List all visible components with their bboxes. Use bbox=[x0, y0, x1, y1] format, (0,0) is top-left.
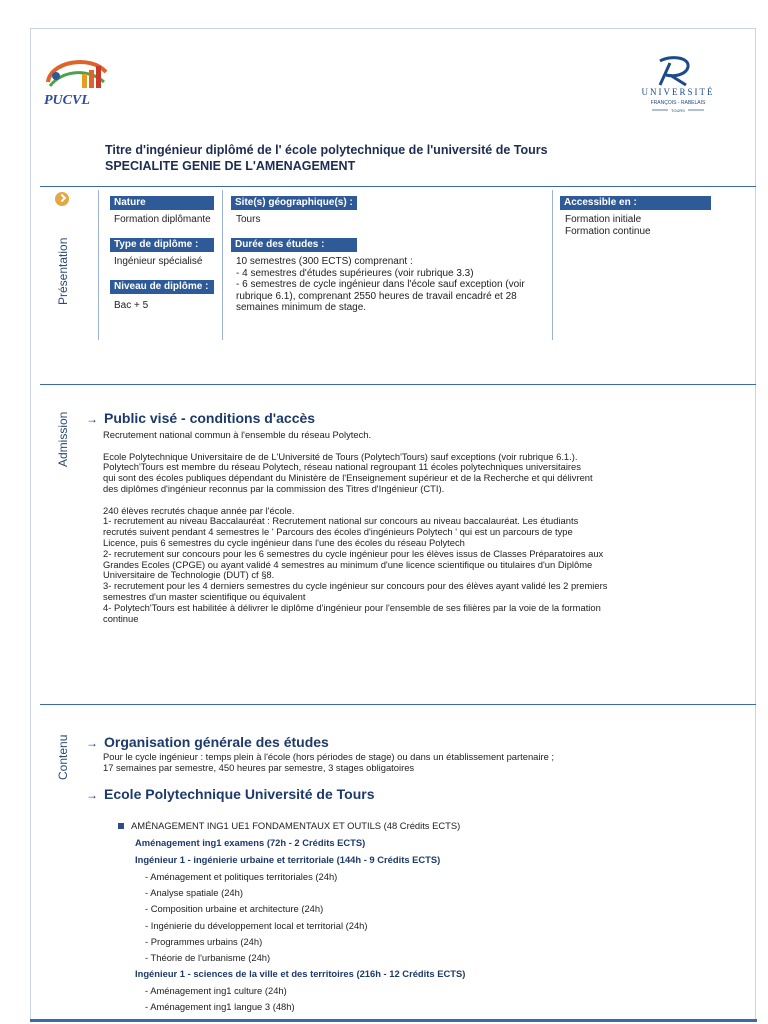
pucvl-logo-text: PUCVL bbox=[44, 93, 90, 108]
value-duree: 10 semestres (300 ECTS) comprenant : - 4 semestres d'études supérieures (voir rubrique 3.3) - 6 semestres de cycle ingénieur dans l'école sauf exception (voir rubrique 6.1), comprenant 2550 heures de travail encadré et 28 semaines minimum de stage. bbox=[236, 256, 525, 313]
sub-heading-sciences-ville: Ingénieur 1 - sciences de la ville et des territoires (216h - 12 Crédits ECTS) bbox=[135, 968, 466, 979]
label-niveau: Niveau de diplôme : bbox=[110, 280, 214, 294]
square-bullet-icon bbox=[118, 823, 124, 829]
admission-text: Recrutement national commun à l'ensemble du réseau Polytech. Ecole Polytechnique Universitaire de de L'Université de Tours (Polytech'Tours) sauf exceptions (voir rubrique 6.1.). Polytech'Tours est membre du réseau Polytech, réseau national regroupant 11 écoles polytechniques universitaires qui sont des écoles publiques dépendant du Ministère de l'Enseignement supérieur et de la Recherche et qui délivrent des diplômes d'ingénieur reconnus par la commission des Titres d'Ingénieur (CTI). 240 élèves recrutés chaque année par l'école. 1- recrutement au niveau Baccalauréat : Recrutement national sur concours au niveau baccalauréat. Les étudiants recrutés suivent pendant 4 semestres le ' Parcours des écoles d'ingénieurs Polytech ' qui est un parcours de type Licence, puis 6 semestres du cycle ingénieur dans l'une des écoles du réseau Polytech 2- recrutement sur concours pour les 6 semestres du cycle ingénieur pour les élèves issus de Classes Préparatoires aux Grandes Ecoles (CPGE) ou ayant validé 4 semestres au minimum d'une licence scientifique ou titulaires d'un Diplôme Universitaire de Technologie (DUT) cf §8. 3- recrutement pour les 4 derniers semestres du cycle ingénieur sur concours pour des élèves ayant validé les 2 premiers semestres d'un master scientifique ou équivalent 4- Polytech'Tours est habilitée à délivrer le diplôme d'ingénieur pour l'ensemble de ses filières par la voie de la formation continue bbox=[103, 429, 608, 624]
side-label-presentation: Présentation bbox=[56, 237, 70, 305]
label-accessible: Accessible en : bbox=[560, 196, 711, 210]
column-separator bbox=[98, 190, 99, 340]
list-item: - Aménagement ing1 culture (24h) bbox=[145, 985, 287, 996]
bottom-border bbox=[30, 1019, 757, 1022]
value-sites: Tours bbox=[236, 214, 261, 225]
value-niveau: Bac + 5 bbox=[114, 300, 149, 311]
list-item: - Programmes urbains (24h) bbox=[145, 936, 263, 947]
value-type-diplome: Ingénieur spécialisé bbox=[114, 256, 203, 267]
svg-text:UNIVERSITÉ: UNIVERSITÉ bbox=[641, 87, 715, 97]
side-label-contenu: Contenu bbox=[56, 734, 70, 780]
divider bbox=[40, 384, 756, 385]
list-item: - Analyse spatiale (24h) bbox=[145, 887, 243, 898]
arrow-right-icon: → bbox=[86, 736, 98, 750]
label-nature: Nature bbox=[110, 196, 214, 210]
svg-text:FRANÇOIS - RABELAIS: FRANÇOIS - RABELAIS bbox=[650, 100, 706, 106]
label-sites: Site(s) géographique(s) : bbox=[231, 196, 357, 210]
label-duree: Durée des études : bbox=[231, 238, 357, 252]
arrow-right-icon: → bbox=[86, 412, 98, 426]
ue-item[interactable]: AMÉNAGEMENT ING1 UE1 FONDAMENTAUX ET OUTILS (48 Crédits ECTS) bbox=[118, 820, 460, 831]
chevron-right-icon bbox=[55, 192, 69, 206]
label-type-diplome: Type de diplôme : bbox=[110, 238, 214, 252]
section-heading-organisation: → Organisation générale des études bbox=[86, 734, 329, 750]
universite-tours-logo bbox=[630, 55, 726, 117]
value-nature: Formation diplômante bbox=[114, 214, 211, 225]
list-item: - Théorie de l'urbanisme (24h) bbox=[145, 952, 271, 963]
pucvl-logo bbox=[40, 52, 116, 112]
title-line-1: Titre d'ingénieur diplômé de l' école polytechnique de l'université de Tours bbox=[105, 143, 548, 157]
sub-heading-examens: Aménagement ing1 examens (72h - 2 Crédits ECTS) bbox=[135, 837, 366, 848]
page-title bbox=[105, 142, 548, 174]
list-item: - Aménagement ing1 langue 3 (48h) bbox=[145, 1001, 295, 1012]
list-item: - Aménagement et politiques territoriales (24h) bbox=[145, 871, 338, 882]
column-separator bbox=[222, 190, 223, 340]
section-heading-public-vise: → Public visé - conditions d'accès bbox=[86, 410, 316, 426]
svg-text:TOURS: TOURS bbox=[671, 108, 685, 113]
divider bbox=[40, 704, 756, 705]
list-item: - Composition urbaine et architecture (24h) bbox=[145, 903, 324, 914]
organisation-text: Pour le cycle ingénieur : temps plein à l'école (hors périodes de stage) ou dans un établissement partenaire ; 17 semaines par semestre, 450 heures par semestre, 3 stages obligatoires bbox=[103, 751, 555, 773]
section-heading-ecole: → Ecole Polytechnique Université de Tours bbox=[86, 786, 375, 802]
side-label-admission: Admission bbox=[56, 411, 70, 467]
list-item: - Ingénierie du développement local et territorial (24h) bbox=[145, 920, 368, 931]
arrow-right-icon: → bbox=[86, 788, 98, 802]
sub-heading-ingenierie-urbaine: Ingénieur 1 - ingénierie urbaine et territoriale (144h - 9 Crédits ECTS) bbox=[135, 854, 441, 865]
column-separator bbox=[552, 190, 553, 340]
divider bbox=[40, 186, 756, 187]
value-accessible: Formation initiale Formation continue bbox=[565, 214, 651, 237]
title-line-2: SPECIALITE GENIE DE L'AMENAGEMENT bbox=[105, 159, 356, 173]
